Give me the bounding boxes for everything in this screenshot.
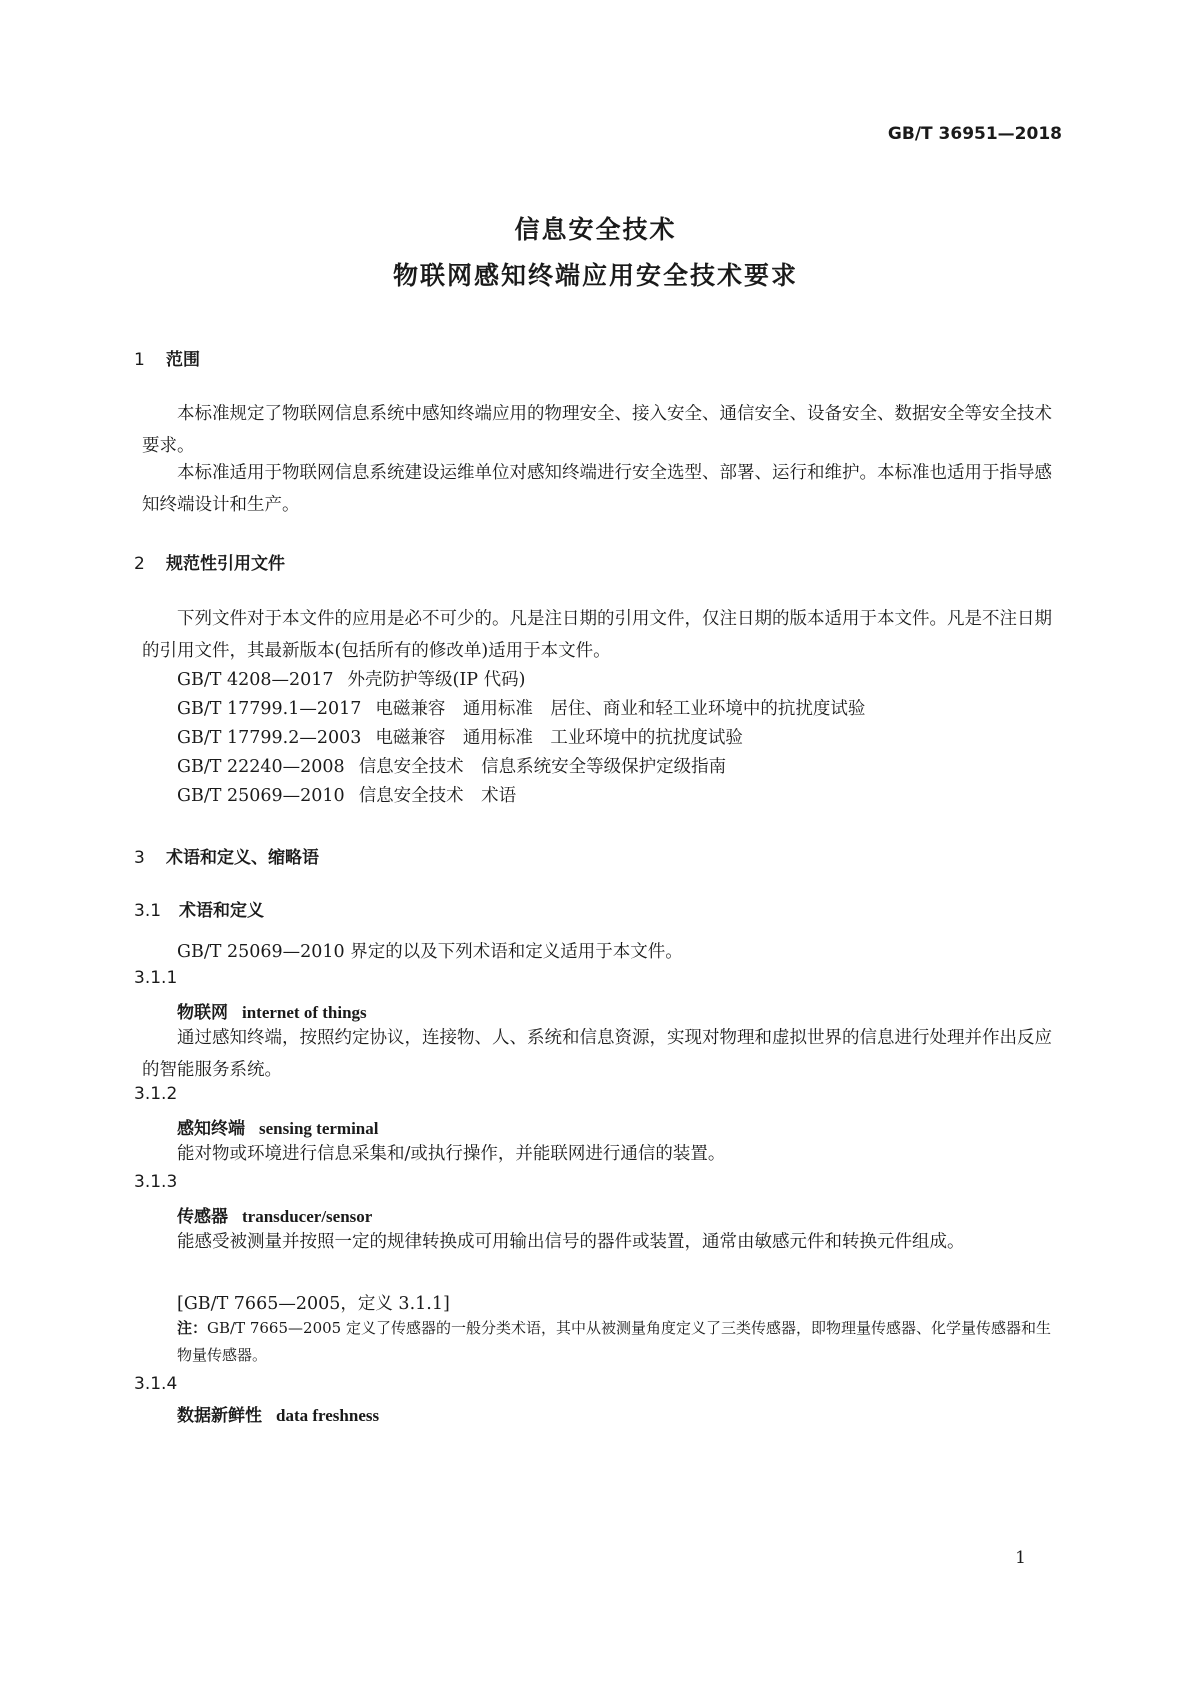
subsection-number: 3.1 [134,901,162,921]
section-number: 2 [134,554,145,574]
document-title-line2: 物联网感知终端应用安全技术要求 [392,261,798,290]
reference-code: GB/T 17799.2—2003 [177,728,362,748]
term-zh: 物联网 [177,1003,228,1023]
reference-item [177,782,516,807]
section-2-heading [134,549,285,574]
section-1-para-1: 本标准规定了物联网信息系统中感知终端应用的物理安全、接入安全、通信安全、设备安全、数据安全等安全技术要求。 [142,404,1052,456]
subsection-3-1-heading [134,896,264,921]
term-name [177,998,367,1023]
note-text: GB/T 7665—2005 定义了传感器的一般分类术语，其中从被测量角度定义了三类传感器，即物理量传感器、化学量传感器和生物量传感器。 [177,1319,1051,1364]
term-number: 3.1.2 [134,1084,178,1104]
section-number: 1 [134,350,145,370]
section-title: 范围 [166,350,200,370]
reference-title: 信息安全技术 术语 [358,786,517,806]
reference-code: GB/T 22240—2008 [177,757,345,777]
section-2-intro: 下列文件对于本文件的应用是必不可少的。凡是注日期的引用文件，仅注日期的版本适用于本文件。凡是不注日期的引用文件，其最新版本(包括所有的修改单)适用于本文件。 [142,609,1052,661]
reference-item [177,666,525,691]
terms-intro: GB/T 25069—2010 界定的以及下列术语和定义适用于本文件。 [177,942,683,962]
note-label: 注： [177,1319,208,1337]
term-number: 3.1.4 [134,1374,178,1394]
reference-code: GB/T 4208—2017 [177,670,334,690]
term-zh: 传感器 [177,1207,228,1227]
term-source: [GB/T 7665—2005，定义 3.1.1] [177,1294,450,1314]
term-number: 3.1.1 [134,968,178,988]
section-3-heading [134,843,319,868]
reference-title: 外壳防护等级(IP 代码) [347,670,526,690]
term-en: internet of things [242,1003,367,1022]
reference-code: GB/T 25069—2010 [177,786,345,806]
term-zh: 感知终端 [177,1119,245,1139]
term-note [177,1315,1052,1369]
term-definition: 能对物或环境进行信息采集和/或执行操作，并能联网进行通信的装置。 [177,1144,726,1164]
term-number: 3.1.3 [134,1172,178,1192]
term-en: transducer/sensor [242,1207,373,1226]
document-title-line1: 信息安全技术 [514,215,677,244]
reference-title: 电磁兼容 通用标准 工业环境中的抗扰度试验 [375,728,743,748]
standard-number: GB/T 36951—2018 [887,124,1062,144]
reference-item [177,695,865,720]
reference-title: 电磁兼容 通用标准 居住、商业和轻工业环境中的抗扰度试验 [375,699,866,719]
reference-title: 信息安全技术 信息系统安全等级保护定级指南 [358,757,727,777]
subsection-title: 术语和定义 [179,901,264,921]
reference-item [177,753,726,778]
reference-code: GB/T 17799.1—2017 [177,699,362,719]
term-en: sensing terminal [259,1119,379,1138]
term-name [177,1202,372,1227]
section-1-heading [134,345,200,370]
term-zh: 数据新鲜性 [177,1406,262,1426]
term-en: data freshness [276,1406,380,1425]
term-definition: 通过感知终端，按照约定协议，连接物、人、系统和信息资源，实现对物理和虚拟世界的信息进行处理并作出反应的智能服务系统。 [142,1028,1052,1080]
term-name [177,1114,378,1139]
section-1-para-2: 本标准适用于物联网信息系统建设运维单位对感知终端进行安全选型、部署、运行和维护。本标准也适用于指导感知终端设计和生产。 [142,463,1052,515]
section-title: 术语和定义、缩略语 [166,848,319,868]
term-name [177,1401,379,1426]
term-definition: 能感受被测量并按照一定的规律转换成可用输出信号的器件或装置，通常由敏感元件和转换元件组成。 [177,1232,965,1252]
section-number: 3 [134,848,145,868]
section-title: 规范性引用文件 [166,554,285,574]
page-number: 1 [1015,1548,1026,1568]
reference-item [177,724,743,749]
